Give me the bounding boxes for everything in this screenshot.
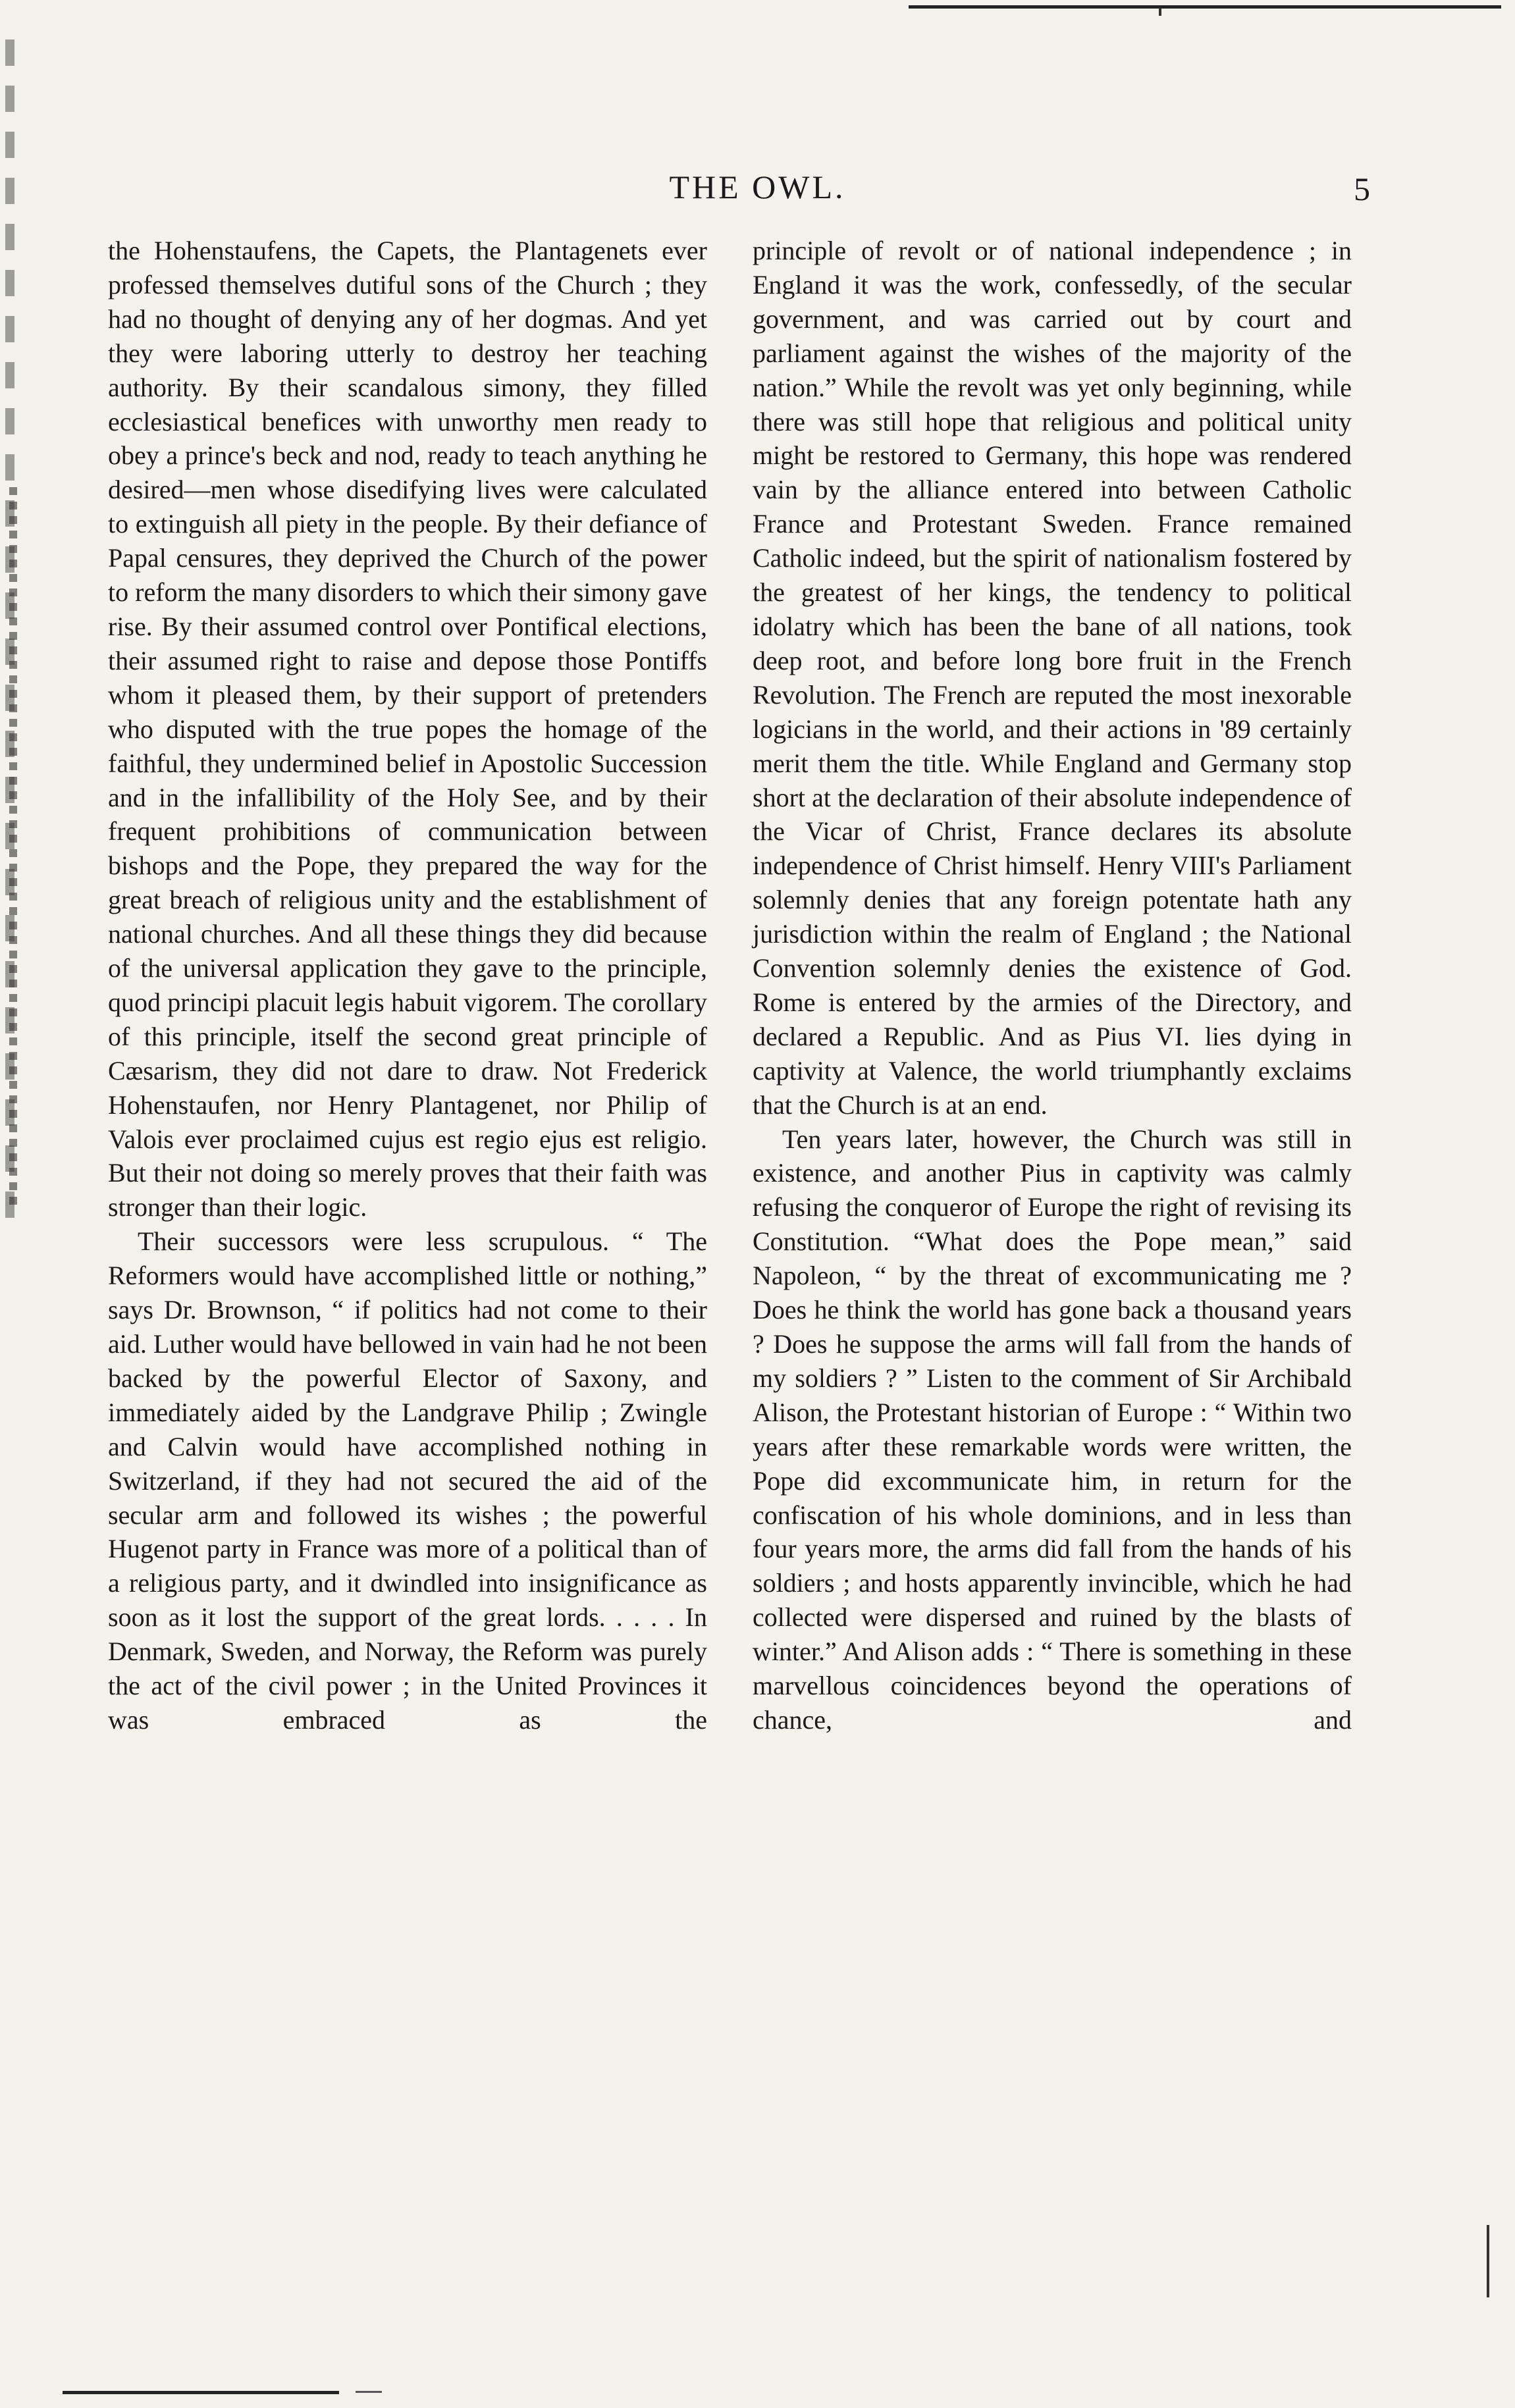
bottom-rule-dash <box>356 2391 382 2393</box>
top-rule <box>909 5 1501 9</box>
running-head-title: THE OWL. <box>669 169 846 205</box>
left-column <box>108 234 707 1737</box>
bottom-rule <box>63 2391 339 2394</box>
right-paragraph-2: Ten years later, however, the Church was still in existence, and another Pius in captivity was calmly refusing the conqueror of Europe the right of revising its Constitution. “What does the Pope mean,” said Napoleon, “ by the threat of excommunicating me ? Does he think the world has gone back a thousand years ? Does he suppose the arms will fall from the hands of my soldiers ? ” Listen to the comment of Sir Archibald Alison, the Protestant historian of Europe : “ Within two years after these remarkable words were written, the Pope did excommunicate him, in return for the confiscation of his whole dominions, and in less than four years more, the arms did fall from the hands of his soldiers ; and hosts apparently invincible, which he had collected were dispersed and ruined by the blasts of winter.” And Alison adds : “ There is something in these marvellous coincidences beyond the operations of chance, and <box>753 1124 1352 1735</box>
right-paragraph-1: principle of revolt or of national independence ; in England it was the work, confessedly, of the secular government, and was carried out by court and parliament against the wishes of the majority of the nation.” While the revolt was yet only beginning, while there was still hope that religious and political unity might be restored to Germany, this hope was rendered vain by the alliance entered into between Catholic France and Protestant Sweden. France remained Catholic indeed, but the spirit of nationalism fostered by the greatest of her kings, the tendency to political idolatry which has been the bane of all nations, took deep root, and before long bore fruit in the French Revolution. The French are reputed the most inexorable logicians in the world, and their actions in '89 certainly merit them the title. While England and Germany stop short at the declaration of their absolute independence of the Vicar of Christ, France declares its absolute independence of Christ himself. Henry VIII's Parliament solemnly denies that any foreign potentate hath any jurisdiction within the realm of England ; the National Convention solemnly denies the existence of God. Rome is entered by the armies of the Directory, and declared a Republic. And as Pius VI. lies dying in captivity at Valence, the world triumphantly exclaims that the Church is at an end. <box>753 236 1352 1120</box>
right-column <box>753 234 1352 1737</box>
top-rule-tick <box>1159 8 1161 16</box>
left-paragraph-2: Their successors were less scrupulous. “ The Reformers would have accomplished little or nothing,” says Dr. Brownson, “ if politics had not come to their aid. Luther would have bellowed in vain had he not been backed by the powerful Elector of Saxony, and immediately aided by the Landgrave Philip ; Zwingle and Calvin would have accomplished nothing in Switzerland, if they had not secured the aid of the secular arm and followed its wishes ; the powerful Hugenot party in France was more of a political than of a religious party, and it dwindled into insignificance as soon as it lost the support of the great lords. . . . . In Denmark, Sweden, and Norway, the Reform was purely the act of the civil power ; in the United Provinces it was embraced as the <box>108 1226 707 1735</box>
binding-edge-marks-lower <box>9 487 17 1211</box>
margin-mark <box>1487 2225 1489 2297</box>
page-number: 5 <box>1354 170 1370 207</box>
left-paragraph-1: the Hohenstaufens, the Capets, the Plantagenets ever professed themselves dutiful sons of the Church ; they had no thought of denying any of her dogmas. And yet they were laboring utterly to destroy her teaching authority. By their scandalous simony, they filled ecclesiastical benefices with unworthy men ready to obey a prince's beck and nod, ready to teach anything he desired—men whose disedifying lives were calculated to extinguish all piety in the people. By their defiance of Papal censures, they deprived the Church of the power to reform the many disorders to which their simony gave rise. By their assumed control over Pontifical elections, their assumed right to raise and depose those Pontiffs whom it pleased them, by their support of pretenders who disputed with the true popes the homage of the faithful, they undermined belief in Apostolic Succession and in the infallibility of the Holy See, and by their frequent prohibitions of communication between bishops and the Pope, they prepared the way for the great breach of religious unity and the establishment of national churches. And all these things they did because of the universal application they gave to the principle, quod principi placuit legis habuit vigorem. The corollary of this principle, itself the second great principle of Cæsarism, they did not dare to draw. Not Frederick Hohenstaufen, nor Henry Plantagenet, nor Philip of Valois ever proclaimed cujus est regio ejus est religio. But their not doing so merely proves that their faith was stronger than their logic. <box>108 236 707 1222</box>
